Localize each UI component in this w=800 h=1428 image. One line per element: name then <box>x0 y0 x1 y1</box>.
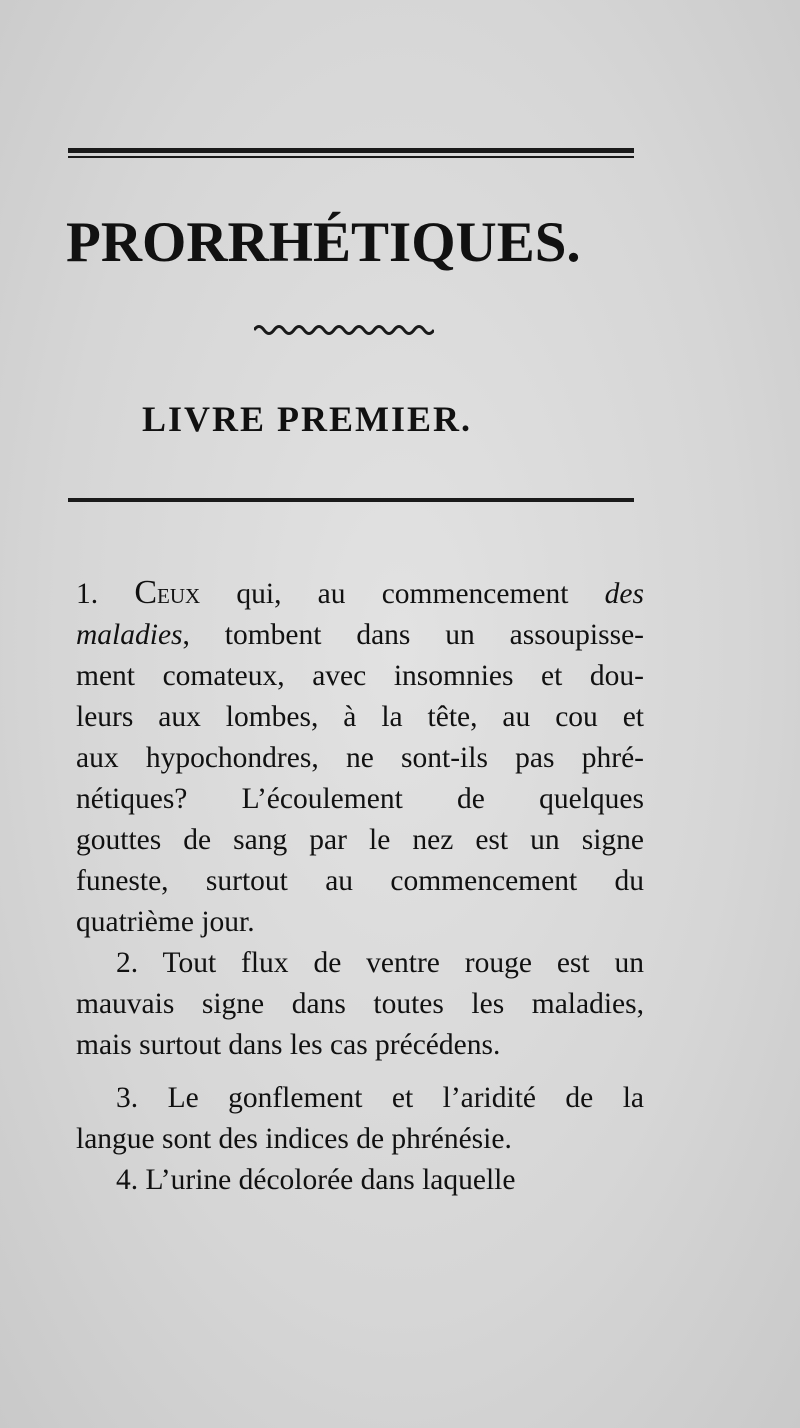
text-line <box>76 572 644 615</box>
text-line <box>76 615 644 656</box>
text-line <box>76 820 644 861</box>
ornament-divider <box>254 323 434 337</box>
paragraph-3 <box>76 1078 644 1160</box>
text-line <box>76 902 644 943</box>
line-text: funeste, surtout au commencement du <box>76 865 644 897</box>
paragraph-1 <box>76 572 644 943</box>
line-text: Le gonflement et l’aridité de la <box>167 1082 644 1114</box>
text-line <box>76 1078 644 1119</box>
paragraph-number: 3. <box>116 1082 168 1114</box>
line-text: leurs aux lombes, à la tête, au cou et <box>76 701 644 733</box>
italic-text: maladies <box>76 619 183 651</box>
paragraph-2 <box>76 943 644 1066</box>
top-double-rule <box>68 148 634 153</box>
text-line <box>76 1160 644 1201</box>
text-line <box>76 738 644 779</box>
text-line <box>76 1025 644 1066</box>
line-text: mais surtout dans les cas précédens. <box>76 1029 501 1061</box>
line-text: nétiques? L’écoulement de quelques <box>76 783 644 815</box>
text-line <box>76 697 644 738</box>
line-text: langue sont des indices de phrénésie. <box>76 1123 512 1155</box>
text-line <box>76 1119 644 1160</box>
line-text: gouttes de sang par le nez est un signe <box>76 824 644 856</box>
line-text: , tombent dans un assoupisse- <box>182 619 644 651</box>
line-text: L’urine décolorée dans laquelle <box>145 1164 516 1196</box>
line-text: Tout flux de ventre rouge est un <box>162 947 644 979</box>
section-rule <box>68 498 634 502</box>
line-text: mauvais signe dans toutes les maladies, <box>76 988 644 1020</box>
italic-text: des <box>604 578 644 610</box>
paragraph-4 <box>76 1160 644 1201</box>
line-text: ment comateux, avec insomnies et dou- <box>76 660 644 692</box>
text-line <box>76 861 644 902</box>
initial-capital: C <box>134 574 158 611</box>
text-line <box>76 779 644 820</box>
paragraph-number: 2. <box>116 947 163 979</box>
text-line <box>76 943 644 984</box>
paragraph-number: 1. <box>76 578 135 610</box>
paragraph-number: 4. <box>116 1164 146 1196</box>
small-caps-text: eux <box>157 578 201 610</box>
body-text <box>76 572 644 1201</box>
line-text: aux hypochondres, ne sont-ils pas phré- <box>76 742 644 774</box>
text-line <box>76 656 644 697</box>
book-subtitle: LIVRE PREMIER. <box>142 399 473 439</box>
text-line <box>76 984 644 1025</box>
line-text: qui, au commencement <box>200 578 605 610</box>
line-text: quatrième jour. <box>76 906 255 938</box>
page-title: PRORRHÉTIQUES. <box>66 211 581 274</box>
